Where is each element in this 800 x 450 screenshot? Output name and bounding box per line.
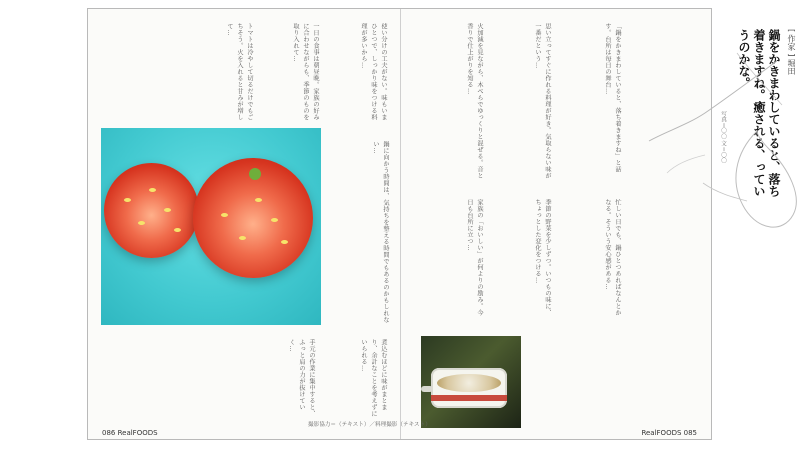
right-text-column-3: 火加減を見ながら、木べらでゆっくりと混ぜる。音と香りで仕上がりを知る…	[466, 23, 483, 179]
tomato-half-left	[104, 163, 199, 258]
left-text-column-3: トマトは冷やして切るだけでもごちそう。火を入れると甘みが増して…	[226, 23, 253, 121]
left-text-column-2: 一日の食事は朝昼晩。家族の好みに合わせながらも、季節のものを取り入れて…	[292, 23, 319, 121]
right-text-column-6: 家族の「おいしい」が何よりの励み。今日も台所に立つ…	[466, 199, 483, 316]
credit: 写真＝〇〇 文＝〇〇	[720, 111, 726, 164]
pot-rim	[437, 374, 501, 392]
magazine-spread	[87, 8, 796, 440]
photo-caption: 撮影協力＝（テキスト）／料理撮影（テキスト）	[308, 422, 431, 428]
tomato-stem-icon	[249, 168, 261, 180]
right-text-column-5: 季節の野菜を少しずつ。いつもの味に、ちょっとした変化をつける…	[534, 199, 551, 316]
folio-left: 086 RealFOODS	[102, 429, 158, 437]
folio-right: RealFOODS 085	[641, 429, 697, 437]
right-text-column-1: 「鍋をかきまわしていると、落ち着きますね」と話す。台所は毎日の舞台…	[604, 23, 621, 173]
series-label: [ 作家 ] 堀田	[787, 29, 796, 75]
left-text-column-1: 使い分けの工夫がない。味もいまひとつで、しっかり味をつける料理が多いから…	[360, 23, 387, 121]
left-text-column-6: 手元の作業に集中すると、ふっと肩の力が抜けていく…	[288, 339, 315, 417]
page-gutter	[400, 9, 401, 439]
headline: 鍋をかきまわしていると、落ち着きますね。癒される、っていうのかな。	[737, 29, 781, 197]
pot-band	[431, 395, 507, 401]
tomato-photo	[101, 128, 321, 325]
stew-pot-photo	[421, 336, 521, 428]
tomato-half-right	[193, 158, 313, 278]
pot-handle-icon	[421, 386, 433, 392]
right-text-column-4: 忙しい日でも、鍋ひとつあればなんとかなる。そういう安心感がある…	[604, 199, 621, 316]
pot	[431, 368, 507, 408]
article-title-block	[707, 29, 797, 199]
left-text-column-4: 鍋に向かう時間は、気持ちを整える時間でもあるのかもしれない…	[372, 141, 389, 323]
right-text-column-2: 思い立ってすぐに作れる料理が好き。気取らない味が一番だという…	[534, 23, 551, 179]
left-text-column-5: 煮込むほどに味がまとまり、余計なことを考えずにいられる…	[360, 339, 387, 417]
